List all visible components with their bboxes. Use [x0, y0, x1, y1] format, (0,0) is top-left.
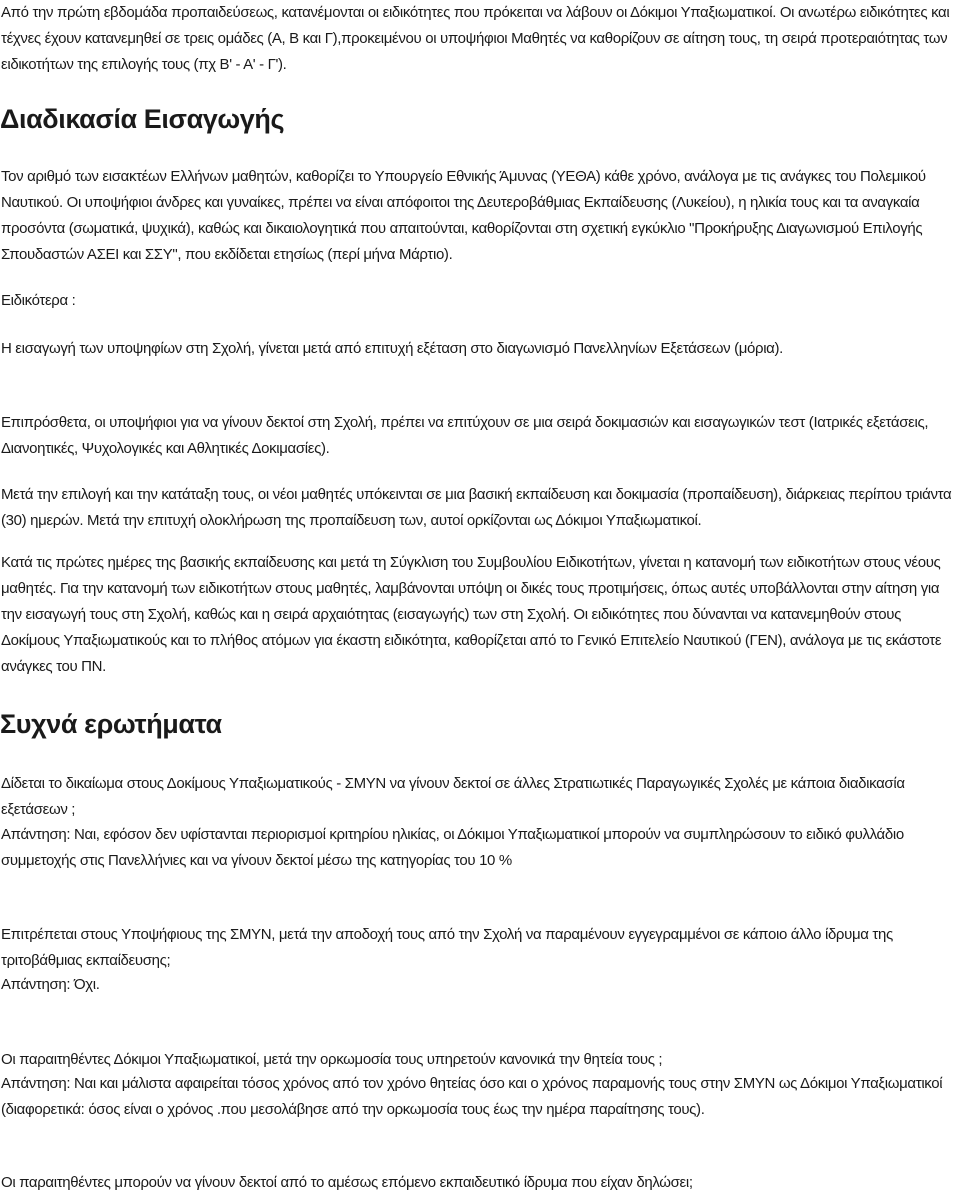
- faq-question: Επιτρέπεται στους Υποψήφιους της ΣΜΥΝ, μετά την αποδοχή τους από την Σχολή να παραμένουν εγγεγραμμένοι σε κάποιο άλλο ίδρυμα της τριτοβάθμιας εκπαίδευσης;: [1, 926, 893, 969]
- procedure-paragraph: Μετά την επιλογή και την κατάταξη τους, οι νέοι μαθητές υπόκεινται σε μια βασική εκπαίδευση και δοκιμασία (προπαίδευση), διάρκειας περίπου τριάντα (30) ημερών. Μετά την επιτυχή ολοκλήρωση της προπαίδευση των, αυτοί ορκίζονται ως Δόκιμοι Υπαξιωματικοί.: [1, 486, 952, 529]
- intro-paragraph: Από την πρώτη εβδομάδα προπαιδεύσεως, κατανέμονται οι ειδικότητες που πρόκειται να λάβουν οι Δόκιμοι Υπαξιωματικοί. Οι ανωτέρω ειδικότητες και τέχνες έχουν κατανεμηθεί σε τρεις ομάδες (Α, Β και Γ),προκειμένου οι υποψήφιοι Μαθητές να καθορίζουν σε αίτηση τους, τη σειρά προτεραιότητας των ειδικοτήτων της επιλογής τους (πχ Β' - Α' - Γ').: [1, 4, 950, 73]
- procedure-paragraph: Ειδικότερα :: [1, 292, 76, 309]
- procedure-paragraph: Κατά τις πρώτες ημέρες της βασικής εκπαίδευσης και μετά τη Σύγκλιση του Συμβουλίου Ειδικοτήτων, γίνεται η κατανομή των ειδικοτήτων στους νέους μαθητές. Για την κατανομή των ειδικοτήτων στους μαθητές, λαμβάνονται υπόψη οι δικές τους προτιμήσεις, όπως αυτές υποβάλλονται στην αίτηση για την εισαγωγή τους στη Σχολή, καθώς και η σειρά αρχαιότητας (εισαγωγής) των στη Σχολή. Οι ειδικότητες που δύνανται να κατανεμηθούν στους Δοκίμους Υπαξιωματικούς και το πλήθος ατόμων για έκαστη ειδικότητα, καθορίζεται από το Γενικό Επιτελείο Ναυτικού (ΓΕΝ), ανάλογα με τις εκάστοτε ανάγκες του ΠΝ.: [1, 554, 942, 675]
- faq-question: Οι παραιτηθέντες μπορούν να γίνουν δεκτοί από το αμέσως επόμενο εκπαιδευτικό ίδρυμα που είχαν δηλώσει;: [1, 1174, 693, 1191]
- procedure-paragraph: Επιπρόσθετα, οι υποψήφιοι για να γίνουν δεκτοί στη Σχολή, πρέπει να επιτύχουν σε μια σειρά δοκιμασιών και εισαγωγικών τεστ (Ιατρικές εξετάσεις, Διανοητικές, Ψυχολογικές και Αθλητικές Δοκιμασίες).: [1, 414, 929, 457]
- faq-question: Οι παραιτηθέντες Δόκιμοι Υπαξιωματικοί, μετά την ορκωμοσία τους υπηρετούν κανονικά την θητεία τους ;: [1, 1051, 663, 1068]
- procedure-paragraph: Η εισαγωγή των υποψηφίων στη Σχολή, γίνεται μετά από επιτυχή εξέταση στο διαγωνισμό Πανελληνίων Εξετάσεων (μόρια).: [1, 340, 783, 357]
- section-heading-faq: Συχνά ερωτήματα: [0, 709, 222, 739]
- faq-answer: Απάντηση: Ναι, εφόσον δεν υφίστανται περιορισμοί κριτηρίου ηλικίας, οι Δόκιμοι Υπαξιωματικοί μπορούν να συμπληρώσουν το ειδικό φυλλάδιο συμμετοχής στις Πανελλήνιες και να γίνουν δεκτοί μέσω της κατηγορίας του 10 %: [1, 826, 904, 869]
- procedure-paragraph: Τον αριθμό των εισακτέων Ελλήνων μαθητών, καθορίζει το Υπουργείο Εθνικής Άμυνας (ΥΕΘΑ) κάθε χρόνο, ανάλογα με τις ανάγκες του Πολεμικού Ναυτικού. Οι υποψήφιοι άνδρες και γυναίκες, πρέπει να είναι απόφοιτοι της Δευτεροβάθμιας Εκπαίδευσης (Λυκείου), η ηλικία τους και τα αναγκαία προσόντα (σωματικά, ψυχικά), καθώς και δικαιολογητικά που απαιτούνται, καθορίζονται στη σχετική εγκύκλιο "Προκήρυξης Διαγωνισμού Επιλογής Σπουδαστών ΑΣΕΙ και ΣΣΥ", που εκδίδεται ετησίως (περί μήνα Μάρτιο).: [1, 168, 926, 263]
- faq-answer: Απάντηση: Όχι.: [1, 976, 100, 993]
- faq-question: Δίδεται το δικαίωμα στους Δοκίμους Υπαξιωματικούς - ΣΜΥΝ να γίνουν δεκτοί σε άλλες Στρατιωτικές Παραγωγικές Σχολές με κάποια διαδικασία εξετάσεων ;: [1, 775, 905, 818]
- faq-answer: Απάντηση: Ναι και μάλιστα αφαιρείται τόσος χρόνος από τον χρόνο θητείας όσο και ο χρόνος παραμονής τους στην ΣΜΥΝ ως Δόκιμοι Υπαξιωματικοί (διαφορετικά: όσος είναι ο χρόνος .που μεσολάβησε από την ορκωμοσία τους έως την ημέρα παραίτησης τους).: [1, 1075, 943, 1118]
- section-heading-admission-procedure: Διαδικασία Εισαγωγής: [0, 104, 285, 134]
